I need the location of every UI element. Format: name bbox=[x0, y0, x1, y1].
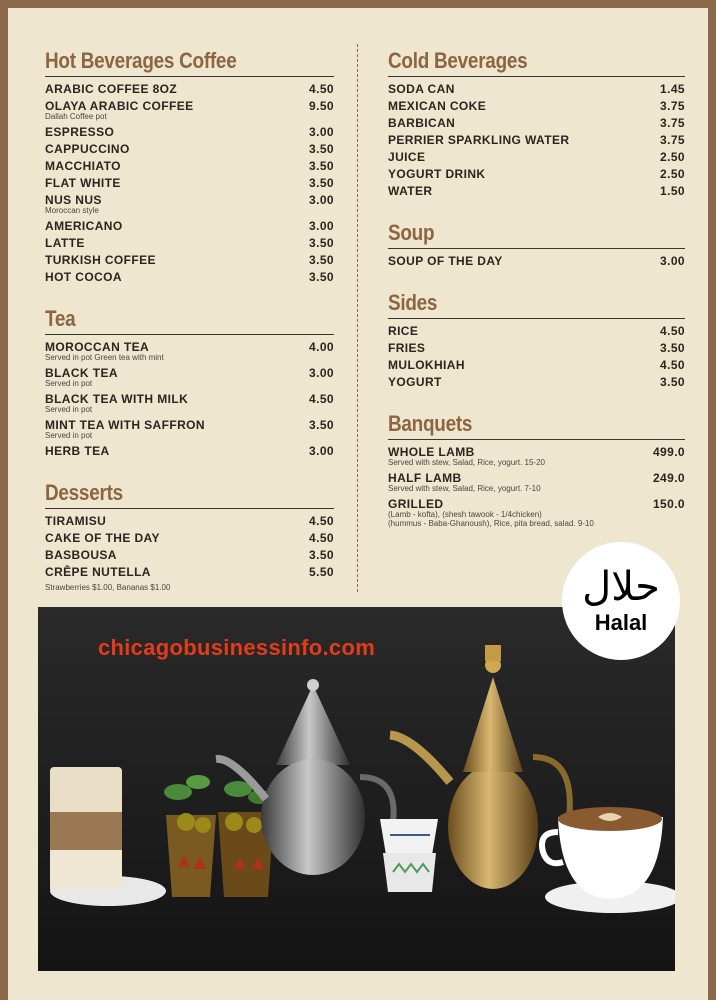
menu-item-price: 2.50 bbox=[660, 167, 685, 181]
menu-item-price: 3.50 bbox=[309, 176, 334, 190]
menu-item bbox=[45, 269, 334, 286]
menu-item-main bbox=[388, 149, 425, 166]
menu-item bbox=[45, 158, 334, 175]
menu-item-main bbox=[45, 124, 114, 141]
menu-item bbox=[45, 443, 334, 460]
small-cup-top bbox=[380, 819, 438, 855]
menu-item-main bbox=[45, 158, 121, 175]
menu-item-name: TIRAMISU bbox=[45, 514, 107, 528]
menu-item-name: BASBOUSA bbox=[45, 548, 117, 562]
menu-item-price: 3.75 bbox=[660, 116, 685, 130]
menu-item-description: (hummus - Baba-Ghanoush), Rice, pita bread, salad. 9-10 bbox=[388, 519, 594, 528]
menu-item-name: MOROCCAN TEA bbox=[45, 340, 150, 354]
section-title: Tea bbox=[45, 306, 76, 331]
menu-item-main bbox=[388, 340, 425, 357]
menu-item-name: LATTE bbox=[45, 236, 85, 250]
menu-item-main bbox=[45, 391, 188, 417]
menu-item-name: ESPRESSO bbox=[45, 125, 115, 139]
menu-item-name: BARBICAN bbox=[388, 116, 456, 130]
menu-item bbox=[388, 132, 685, 149]
menu-item-price: 4.50 bbox=[309, 514, 334, 528]
menu-item bbox=[45, 192, 334, 218]
menu-item-price: 5.50 bbox=[309, 565, 334, 579]
menu-item-price: 9.50 bbox=[309, 99, 334, 113]
menu-item-main bbox=[388, 444, 545, 470]
menu-item-description: Moroccan style bbox=[45, 206, 99, 215]
menu-item-name: OLAYA ARABIC COFFEE bbox=[45, 99, 194, 113]
section-rule bbox=[388, 439, 685, 440]
section-title: Hot Beverages Coffee bbox=[45, 48, 237, 73]
menu-item-price: 3.50 bbox=[309, 159, 334, 173]
menu-item bbox=[45, 530, 334, 547]
menu-item-main bbox=[45, 235, 85, 252]
menu-item-main bbox=[388, 374, 442, 391]
menu-item-name: HOT COCOA bbox=[45, 270, 122, 284]
menu-item-name: WATER bbox=[388, 184, 433, 198]
right-column bbox=[388, 48, 685, 551]
menu-item-price: 3.00 bbox=[309, 125, 334, 139]
menu-item-price: 4.50 bbox=[660, 358, 685, 372]
menu-item-name: YOGURT bbox=[388, 375, 442, 389]
menu-item bbox=[388, 81, 685, 98]
section-rule bbox=[388, 318, 685, 319]
menu-item-name: YOGURT DRINK bbox=[388, 167, 486, 181]
menu-item-price: 3.50 bbox=[660, 375, 685, 389]
menu-item-description: (Lamb - kofta), (shesh tawook - 1/4chicken) bbox=[388, 510, 542, 519]
menu-item bbox=[388, 166, 685, 183]
menu-item-name: MACCHIATO bbox=[45, 159, 121, 173]
menu-item-name: SOUP OF THE DAY bbox=[388, 254, 503, 268]
menu-item-price: 1.50 bbox=[660, 184, 685, 198]
menu-item-description: Served in pot bbox=[45, 379, 93, 388]
section-title: Desserts bbox=[45, 480, 123, 505]
menu-item-name: SODA CAN bbox=[388, 82, 455, 96]
menu-item-name: RICE bbox=[388, 324, 419, 338]
menu-item-price: 3.50 bbox=[660, 341, 685, 355]
halal-english-text: Halal bbox=[594, 610, 648, 635]
menu-item-name: MULOKHIAH bbox=[388, 358, 465, 372]
menu-item bbox=[45, 417, 334, 443]
menu-item bbox=[45, 98, 334, 124]
menu-item bbox=[45, 252, 334, 269]
menu-item bbox=[45, 513, 334, 530]
menu-item-price: 3.00 bbox=[309, 366, 334, 380]
menu-item bbox=[45, 175, 334, 192]
menu-item-description: Served in pot bbox=[45, 431, 93, 440]
halal-badge bbox=[562, 542, 680, 660]
menu-item bbox=[45, 564, 334, 581]
menu-item bbox=[388, 340, 685, 357]
menu-item-main bbox=[45, 192, 102, 218]
menu-item-main bbox=[45, 365, 118, 391]
menu-item-main bbox=[388, 183, 432, 200]
halal-arabic-text: حلال bbox=[582, 564, 660, 610]
menu-item-price: 150.0 bbox=[652, 497, 685, 511]
menu-item bbox=[45, 218, 334, 235]
menu-item-price: 3.75 bbox=[660, 133, 685, 147]
menu-item-price: 4.50 bbox=[660, 324, 685, 338]
menu-item-main bbox=[388, 115, 455, 132]
menu-item-main bbox=[388, 81, 455, 98]
menu-item-main bbox=[45, 530, 160, 547]
section-title: Sides bbox=[388, 290, 438, 315]
beverage-photo-illustration bbox=[38, 607, 675, 971]
menu-item bbox=[388, 357, 685, 374]
menu-item-main bbox=[45, 81, 177, 98]
menu-item-name: BLACK TEA bbox=[45, 366, 118, 380]
menu-item-name: JUICE bbox=[388, 150, 426, 164]
menu-item bbox=[45, 235, 334, 252]
menu-item-name: PERRIER SPARKLING WATER bbox=[388, 133, 570, 147]
menu-item-name: GRILLED bbox=[388, 497, 444, 511]
menu-item-name: MEXICAN COKE bbox=[388, 99, 487, 113]
menu-section bbox=[388, 220, 685, 270]
menu-item bbox=[388, 444, 685, 470]
menu-item-main bbox=[45, 513, 106, 530]
menu-item-price: 3.00 bbox=[660, 254, 685, 268]
menu-item-main bbox=[45, 417, 205, 443]
menu-section bbox=[388, 411, 685, 531]
menu-item-price: 499.0 bbox=[652, 445, 685, 459]
menu-item-main bbox=[45, 175, 121, 192]
menu-item bbox=[388, 323, 685, 340]
section-title: Cold Beverages bbox=[388, 48, 528, 73]
menu-item-price: 4.50 bbox=[309, 392, 334, 406]
menu-item-main bbox=[388, 357, 465, 374]
menu-item-name: ARABIC COFFEE 8OZ bbox=[45, 82, 178, 96]
menu-item-main bbox=[45, 443, 110, 460]
menu-section bbox=[388, 290, 685, 391]
menu-section bbox=[45, 480, 334, 592]
menu-item-price: 4.00 bbox=[309, 340, 334, 354]
section-rule bbox=[388, 248, 685, 249]
section-rule bbox=[45, 334, 334, 335]
menu-item-price: 3.50 bbox=[309, 418, 334, 432]
menu-item-main bbox=[388, 470, 541, 496]
menu-item-price: 3.50 bbox=[309, 270, 334, 284]
section-rule bbox=[45, 508, 334, 509]
menu-section bbox=[45, 48, 334, 286]
menu-item bbox=[388, 496, 685, 531]
menu-item-name: MINT TEA WITH SAFFRON bbox=[45, 418, 205, 432]
column-divider bbox=[357, 44, 358, 592]
menu-item-price: 3.50 bbox=[309, 236, 334, 250]
menu-item-main bbox=[388, 496, 594, 531]
menu-item bbox=[45, 141, 334, 158]
menu-item-description: Served in pot bbox=[45, 405, 93, 414]
menu-item bbox=[388, 115, 685, 132]
gold-dallah bbox=[448, 765, 538, 889]
menu-item bbox=[388, 183, 685, 200]
menu-item-main bbox=[388, 253, 503, 270]
menu-section bbox=[388, 48, 685, 200]
section-rule bbox=[388, 76, 685, 77]
beverage-photo bbox=[38, 607, 675, 971]
menu-item bbox=[388, 374, 685, 391]
menu-item-price: 249.0 bbox=[652, 471, 685, 485]
menu-item-main bbox=[45, 564, 151, 581]
menu-item bbox=[45, 339, 334, 365]
menu-item-description: Served with stew, Salad, Rice, yogurt. 7-10 bbox=[388, 484, 541, 493]
menu-item-main bbox=[45, 141, 130, 158]
menu-item-price: 3.75 bbox=[660, 99, 685, 113]
menu-item-price: 4.50 bbox=[309, 82, 334, 96]
menu-item bbox=[45, 547, 334, 564]
section-title: Soup bbox=[388, 220, 435, 245]
small-cup-bottom bbox=[383, 853, 436, 892]
menu-item-name: FRIES bbox=[388, 341, 426, 355]
menu-item-price: 3.00 bbox=[309, 193, 334, 207]
section-title: Banquets bbox=[388, 411, 473, 436]
menu-item-name: BLACK TEA WITH MILK bbox=[45, 392, 189, 406]
menu-item-price: 3.50 bbox=[309, 142, 334, 156]
menu-item-main bbox=[388, 166, 485, 183]
menu-item-price: 3.50 bbox=[309, 253, 334, 267]
menu-item-main bbox=[45, 547, 117, 564]
menu-item-name: TURKISH COFFEE bbox=[45, 253, 156, 267]
menu-item-main bbox=[45, 218, 123, 235]
menu-item-main bbox=[45, 252, 156, 269]
menu-item-price: 2.50 bbox=[660, 150, 685, 164]
left-column bbox=[45, 48, 334, 612]
menu-item bbox=[388, 98, 685, 115]
menu-item-main bbox=[388, 98, 486, 115]
watermark-text: chicagobusinessinfo.com bbox=[98, 635, 376, 660]
section-rule bbox=[45, 76, 334, 77]
menu-item-price: 3.00 bbox=[309, 444, 334, 458]
menu-item-description: Served with stew, Salad, Rice, yogurt. 15-20 bbox=[388, 458, 545, 467]
menu-item-price: 3.50 bbox=[309, 548, 334, 562]
menu-item-main bbox=[388, 323, 418, 340]
menu-item-main bbox=[45, 98, 194, 124]
menu-item-main bbox=[45, 339, 164, 365]
menu-item-name: NUS NUS bbox=[45, 193, 102, 207]
menu-item bbox=[45, 365, 334, 391]
section-note: Strawberries $1.00, Bananas $1.00 bbox=[45, 583, 171, 592]
menu-item bbox=[388, 253, 685, 270]
menu-item-main bbox=[388, 132, 569, 149]
menu-item-price: 1.45 bbox=[660, 82, 685, 96]
menu-item-name: HERB TEA bbox=[45, 444, 110, 458]
menu-item bbox=[45, 81, 334, 98]
menu-item-name: HALF LAMB bbox=[388, 471, 462, 485]
menu-item-price: 3.00 bbox=[309, 219, 334, 233]
menu-item-price: 4.50 bbox=[309, 531, 334, 545]
menu-item-name: CRÊPE NUTELLA bbox=[45, 565, 151, 579]
menu-item-name: AMERICANO bbox=[45, 219, 123, 233]
menu-item-description: Served in pot Green tea with mint bbox=[45, 353, 164, 362]
menu-section bbox=[45, 306, 334, 460]
menu-item-main bbox=[45, 269, 122, 286]
menu-item bbox=[388, 149, 685, 166]
menu-item-name: CAKE OF THE DAY bbox=[45, 531, 160, 545]
menu-item bbox=[388, 470, 685, 496]
menu-item-name: CAPPUCCINO bbox=[45, 142, 130, 156]
menu-item bbox=[45, 391, 334, 417]
menu-item-description: Dallah Coffee pot bbox=[45, 112, 107, 121]
menu-item bbox=[45, 124, 334, 141]
menu-item-name: WHOLE LAMB bbox=[388, 445, 475, 459]
menu-item-name: FLAT WHITE bbox=[45, 176, 121, 190]
